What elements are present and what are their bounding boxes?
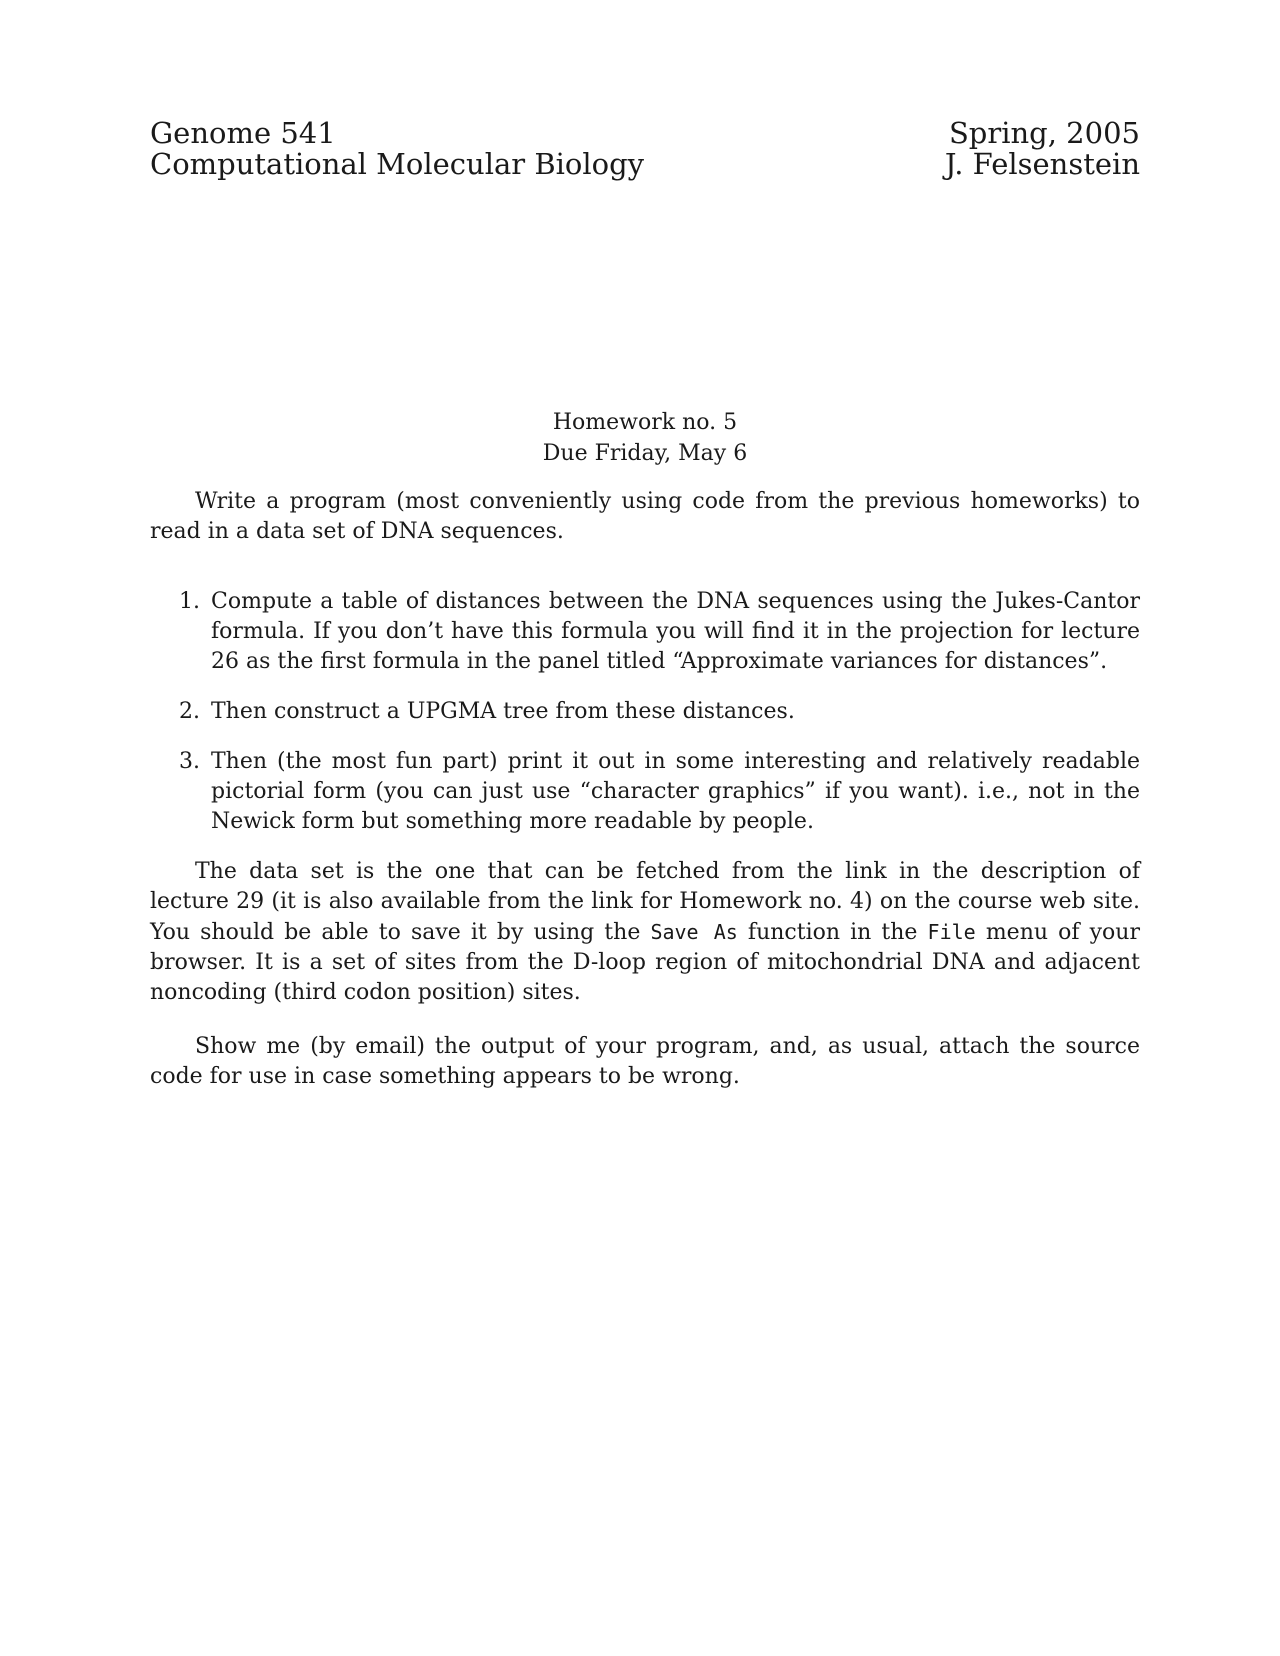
data-text-part: The data set is the one that can be fetched from the link in the description of lecture 29 (it is also available from the link for Homework no. 4) on the course web site. You should be able to save it by using the <box>150 859 1140 945</box>
homework-number: Homework no. 5 <box>552 410 738 435</box>
task-number: 1. <box>179 589 200 614</box>
task-item <box>179 697 1140 727</box>
closing-paragraph: Show me (by email) the output of your program, and, as usual, attach the source code for use in case something appears to be wrong. <box>150 1034 1140 1089</box>
task-item <box>179 587 1140 677</box>
term-info <box>945 118 1140 180</box>
homework-title <box>150 407 1140 469</box>
task-number: 2. <box>179 699 200 724</box>
task-text: Then (the most fun part) print it out in some interesting and relatively readable pictorial form (you can just use “character graphics” if you want). i.e., not in the Newick form but something more readable by people. <box>211 749 1140 834</box>
data-text-part: function in the <box>737 920 928 945</box>
document-header <box>150 118 1140 180</box>
task-text: Then construct a UPGMA tree from these distances. <box>211 699 795 724</box>
course-info <box>150 118 644 180</box>
task-item <box>179 747 1140 837</box>
intro-paragraph: Write a program (most conveniently using code from the previous homeworks) to read in a data set of DNA sequences. <box>150 489 1140 544</box>
data-set-paragraph <box>150 857 1140 1008</box>
course-number: Genome 541 <box>150 116 336 150</box>
data-text-part: menu of your browser. It is a set of sites from the D-loop region of mitochondrial DNA and adjacent noncoding (third codon position) sites. <box>150 920 1140 1005</box>
task-text: Compute a table of distances between the DNA sequences using the Jukes-Cantor formula. If you don’t have this formula you will find it in the projection for lecture 26 as the first formula in the panel titled “Approximate variances for distances”. <box>211 589 1140 674</box>
file-menu-code: File <box>927 920 976 944</box>
term: Spring, 2005 <box>948 116 1140 150</box>
instructor: J. Felsenstein <box>944 147 1140 181</box>
save-as-code: Save As <box>650 920 738 944</box>
task-number: 3. <box>179 749 200 774</box>
course-name: Computational Molecular Biology <box>150 147 645 181</box>
document-page <box>150 118 1140 1092</box>
task-list <box>150 587 1140 837</box>
document-body <box>150 487 1140 1092</box>
due-date: Due Friday, May 6 <box>542 441 748 466</box>
